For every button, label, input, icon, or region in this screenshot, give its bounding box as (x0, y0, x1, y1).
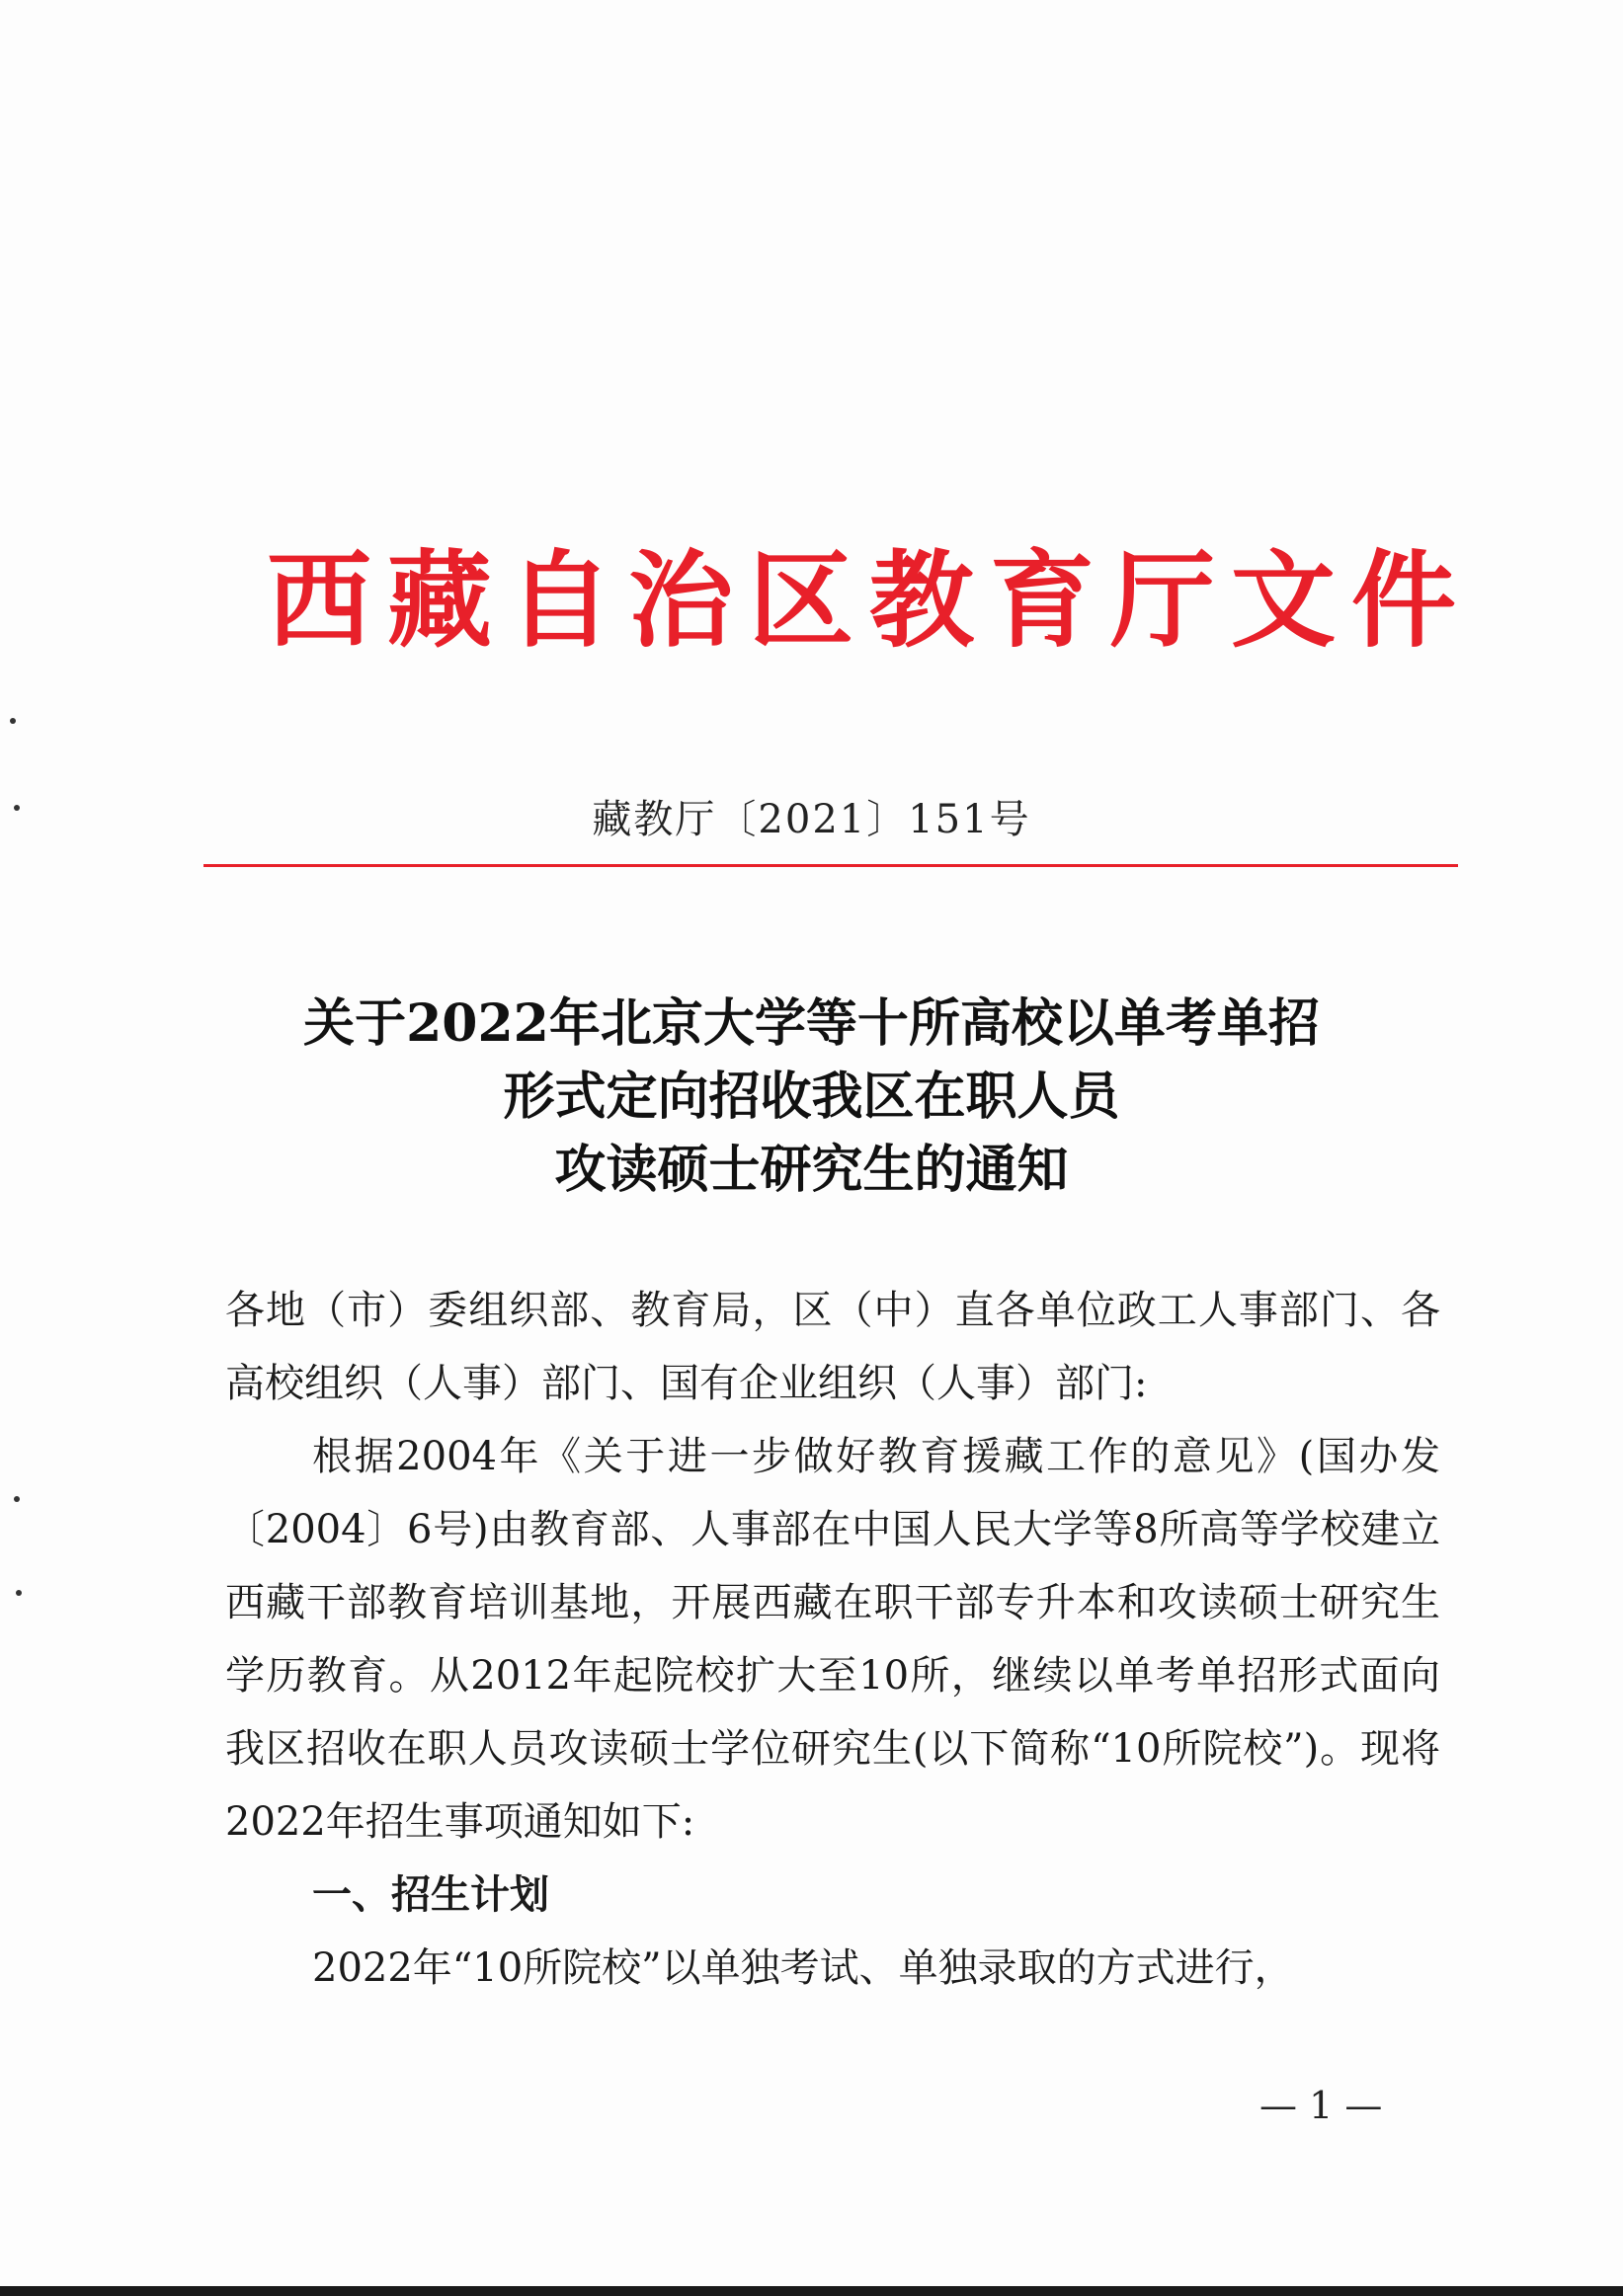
scan-margin-mark (10, 718, 16, 724)
notice-title-line-1: 关于2022年北京大学等十所高校以单考单招 (303, 993, 1320, 1054)
body-paragraph-2: 2022年“10所院校”以单独考试、单独录取的方式进行， (312, 1945, 1294, 1991)
notice-title-line-3: 攻读硕士研究生的通知 (554, 1140, 1069, 1200)
scan-margin-mark (14, 1496, 20, 1502)
notice-title-line-2: 形式定向招收我区在职人员 (503, 1067, 1120, 1127)
section-heading-enrollment-plan: 一、招生计划 (312, 1872, 549, 1918)
scan-margin-mark (16, 1590, 22, 1596)
notice-title (0, 988, 1623, 1207)
scan-margin-mark (14, 805, 20, 811)
document-header-title: 西藏自治区教育厅文件 (267, 538, 1472, 662)
body-paragraph-1: 根据2004年《关于进一步做好教育援藏工作的意见》(国办发〔2004〕6号)由教育部、人事部在中国人民大学等8所高等学校建立西藏干部教育培训基地，开展西藏在职干部专升本和攻读硕士研究生学历教育。从2012年起院校扩大至10所，继续以单考单招形式面向我区招收在职人员攻读硕士学位研究生(以下简称“10所院校”)。现将2022年招生事项通知如下: (225, 1434, 1440, 1845)
scan-bottom-edge (0, 2286, 1623, 2296)
notice-body (225, 1274, 1440, 2005)
red-divider-line (203, 864, 1458, 867)
addressee-paragraph: 各地（市）委组织部、教育局，区（中）直各单位政工人事部门、各高校组织（人事）部门、国有企业组织（人事）部门: (225, 1288, 1440, 1406)
page-number: — 1 — (1259, 2084, 1383, 2127)
document-number: 藏教厅〔2021〕151号 (592, 797, 1031, 842)
